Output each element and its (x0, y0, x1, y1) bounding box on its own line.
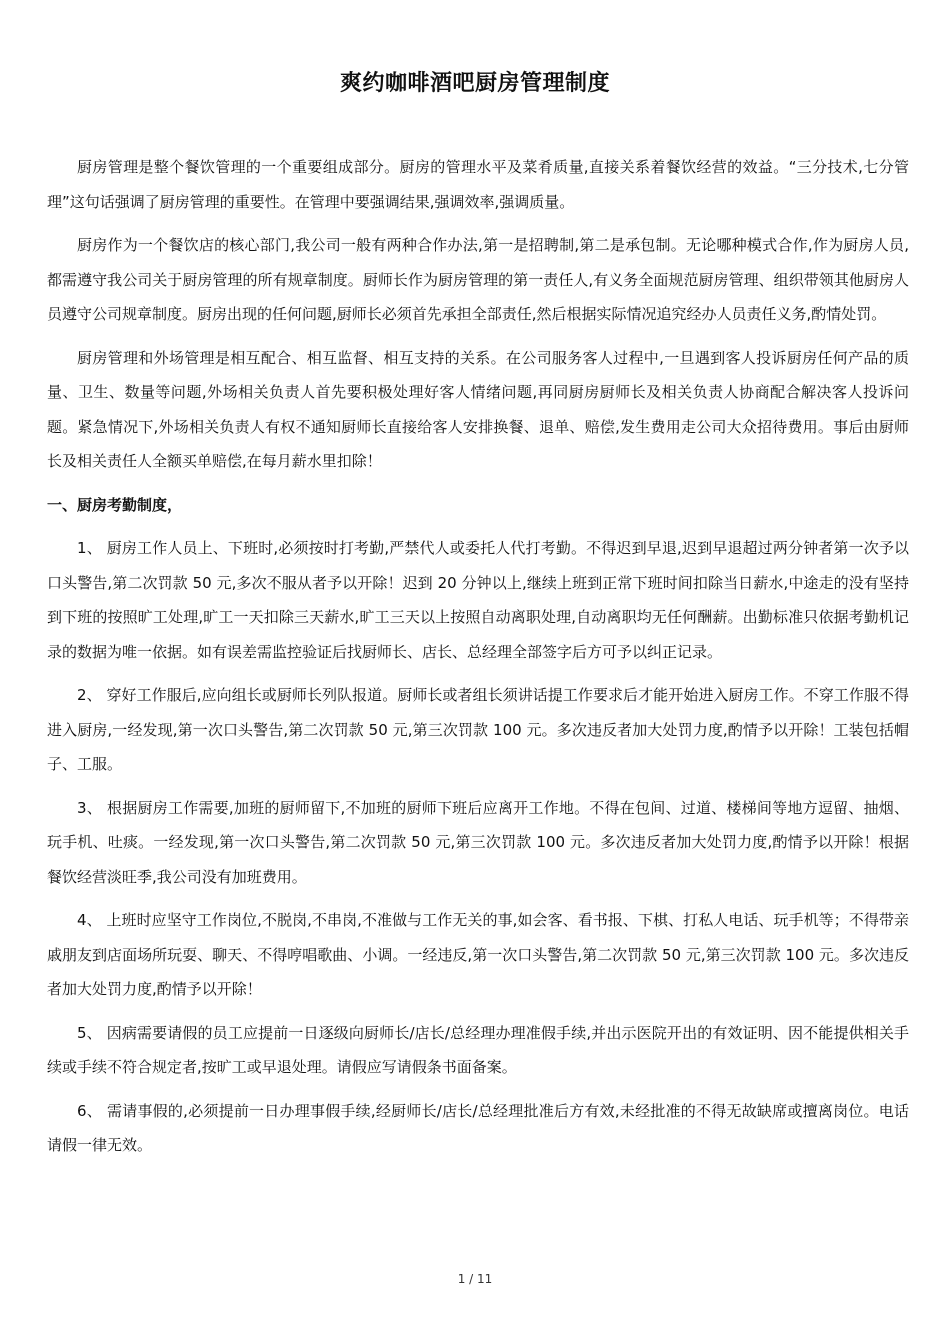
section-heading-attendance: 一、厨房考勤制度， (47, 495, 183, 514)
document-body (47, 150, 909, 1172)
rule-item: 6、 需请事假的,必须提前一日办理事假手续,经厨师长/店长/总经理批准后方有效,未经批准的不得无故缺席或擅离岗位。电话请假一律无效。 (47, 1101, 909, 1154)
intro-paragraph: 厨房管理和外场管理是相互配合、相互监督、相互支持的关系。在公司服务客人过程中,一旦遇到客人投诉厨房任何产品的质量、卫生、数量等问题,外场相关负责人首先要积极处理好客人情绪问题,再同厨房厨师长及相关负责人协商配合解决客人投诉问题。紧急情况下,外场相关负责人有权不通知厨师长直接给客人安排换餐、退单、赔偿,发生费用走公司大众招待费用。事后由厨师长及相关责任人全额买单赔偿,在每月薪水里扣除！ (47, 348, 909, 470)
rule-item: 3、 根据厨房工作需要,加班的厨师留下,不加班的厨师下班后应离开工作地。不得在包间、过道、楼梯间等地方逗留、抽烟、玩手机、吐痰。一经发现,第一次口头警告,第二次罚款 50 元,第三次罚款 100 元。多次违反者加大处罚力度,酌情予以开除！根据餐饮经营淡旺季,我公司没有加班费用。 (47, 798, 909, 886)
rule-item: 4、 上班时应坚守工作岗位,不脱岗,不串岗,不准做与工作无关的事,如会客、看书报、下棋、打私人电话、玩手机等；不得带亲戚朋友到店面场所玩耍、聊天、不得哼唱歌曲、小调。一经违反,第一次口头警告,第二次罚款 50 元,第三次罚款 100 元。多次违反者加大处罚力度,酌情予以开除！ (47, 911, 909, 998)
page-number: 1 / 11 (457, 1272, 493, 1286)
intro-paragraph: 厨房管理是整个餐饮管理的一个重要组成部分。厨房的管理水平及菜肴质量,直接关系着餐饮经营的效益。“三分技术,七分管理”这句话强调了厨房管理的重要性。在管理中要强调结果,强调效率,强调质量。 (47, 158, 909, 211)
rule-item: 2、 穿好工作服后,应向组长或厨师长列队报道。厨师长或者组长须讲话提工作要求后才能开始进入厨房工作。不穿工作服不得进入厨房,一经发现,第一次口头警告,第二次罚款 50 元,第三次罚款 100 元。多次违反者加大处罚力度,酌情予以开除！工装包括帽子、工服。 (47, 686, 909, 773)
rule-item: 5、 因病需要请假的员工应提前一日逐级向厨师长/店长/总经理办理准假手续,并出示医院开出的有效证明、因不能提供相关手续或手续不符合规定者,按旷工或早退处理。请假应写请假条书面备案。 (47, 1023, 909, 1076)
document-title: 爽约咖啡酒吧厨房管理制度 (339, 71, 610, 96)
rule-item: 1、 厨房工作人员上、下班时,必须按时打考勤,严禁代人或委托人代打考勤。不得迟到早退,迟到早退超过两分钟者第一次予以口头警告,第二次罚款 50 元,多次不服从者予以开除！迟到 20 分钟以上,继续上班到正常下班时间扣除当日薪水,中途走的没有坚持到下班的按照旷工处理,旷工一天扣除三天薪水,旷工三天以上按照自动离职处理,自动离职均无任何酬薪。出勤标准只依据考勤机记录的数据为唯一依据。如有误差需监控验证后找厨师长、店长、总经理全部签字后方可予以纠正记录。 (47, 539, 909, 661)
intro-paragraph: 厨房作为一个餐饮店的核心部门,我公司一般有两种合作办法,第一是招聘制,第二是承包制。无论哪种模式合作,作为厨房人员,都需遵守我公司关于厨房管理的所有规章制度。厨师长作为厨房管理的第一责任人,有义务全面规范厨房管理、组织带领其他厨房人员遵守公司规章制度。厨房出现的任何问题,厨师长必须首先承担全部责任,然后根据实际情况追究经办人员责任义务,酌情处罚。 (47, 236, 909, 323)
